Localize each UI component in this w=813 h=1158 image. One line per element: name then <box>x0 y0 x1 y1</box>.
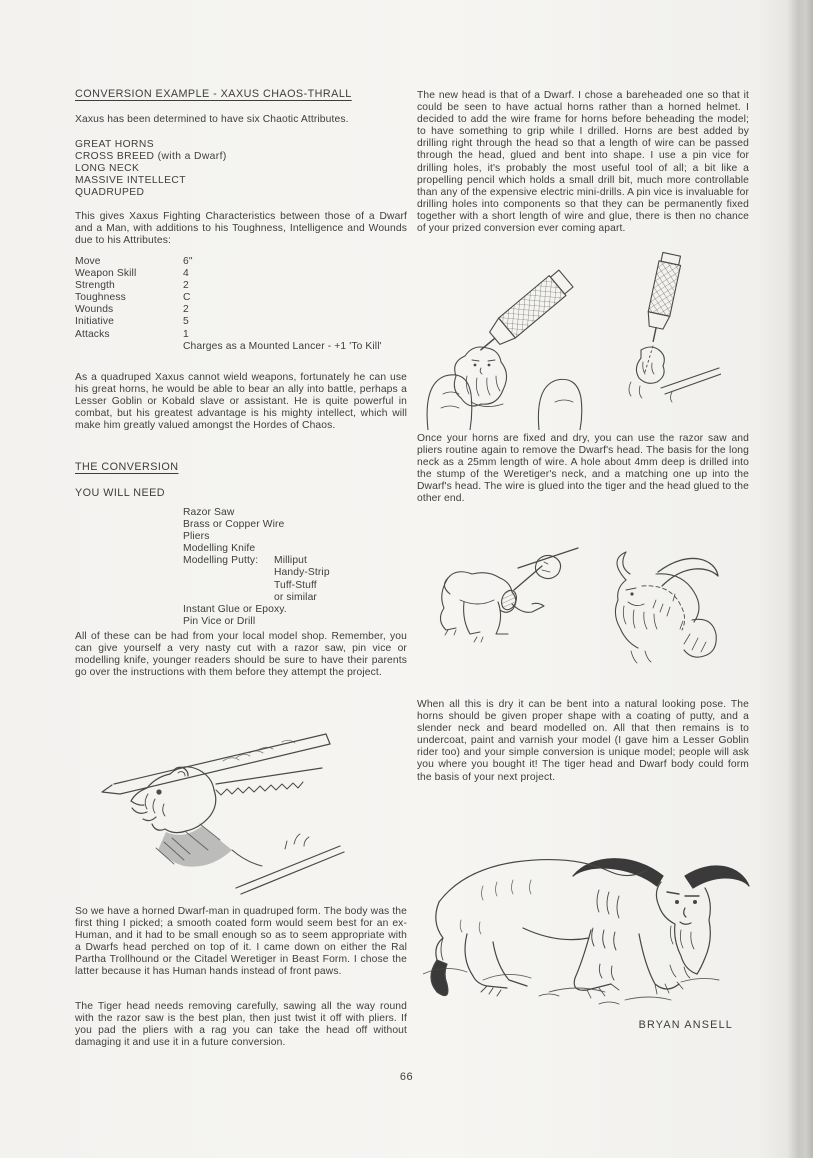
stat-value: 4 <box>183 268 189 280</box>
putty-row <box>183 555 443 567</box>
author-byline: BRYAN ANSELL <box>638 1019 733 1031</box>
attribute-item: QUADRUPED <box>75 187 145 199</box>
material-item: Modelling Knife <box>183 543 256 555</box>
article-title: CONVERSION EXAMPLE - XAXUS CHAOS-THRALL <box>75 88 352 100</box>
stat-value: 1 <box>183 328 189 340</box>
stat-value: 6" <box>183 256 193 267</box>
page-edge-shadow <box>787 0 813 1158</box>
stat-label: Initiative <box>75 316 114 328</box>
you-will-need-heading: YOU WILL NEED <box>75 487 166 499</box>
stat-value: 2 <box>183 304 189 316</box>
attribute-item: CROSS BREED (with a Dwarf) <box>75 151 227 163</box>
weretiger-head-sawing-illustration <box>86 722 404 906</box>
table-row <box>75 329 407 341</box>
stat-label: Weapon Skill <box>75 268 137 280</box>
model-shop-paragraph: All of these can be had from your local model shop. Remember, you can give yourself a very nasty cut with a razor saw, pin vice or modelling knife, younger readers should be sure to have their parents go over the instructions with them before they attempt the project. <box>75 631 407 679</box>
chaotic-attributes-list <box>75 139 227 199</box>
horns-fixed-paragraph: Once your horns are fixed and dry, you can use the razor saw and pliers routine again to remove the Dwarf's head. The basis for the long neck as a 25mm length of wire. A hole about 4mm deep is drilled into the stump of the Weretiger's neck, and a matching one up into the Dwarf's head. The wire is glued into the tiger and the head glued to the other end. <box>417 433 749 505</box>
table-row <box>75 256 407 268</box>
stat-label: Strength <box>75 280 115 292</box>
stat-label: Attacks <box>75 328 110 340</box>
pin-vice-drilling-illustration <box>423 244 721 430</box>
putty-label: Modelling Putty: <box>183 555 259 567</box>
material-item: Brass or Copper Wire <box>183 519 285 531</box>
table-row <box>75 280 407 292</box>
attribute-item: MASSIVE INTELLECT <box>75 175 186 187</box>
materials-list <box>183 507 443 628</box>
conversion-heading: THE CONVERSION <box>75 461 179 473</box>
finishing-paragraph: When all this is dry it can be bent into a natural looking pose. The horns should be given proper shape with a coating of putty, and a slender neck and beard modelled on. All that then remains is to undercoat, paint and varnish your model (I gave him a Lesser Goblin rider too) and your simple conversion is unique model; people will ask you where you bought it! The tiger head and Dwarf body could form the basis of your next project. <box>417 699 749 783</box>
attribute-item: LONG NECK <box>75 163 140 175</box>
stat-label: Wounds <box>75 304 114 316</box>
material-item: Pliers <box>183 531 210 543</box>
new-head-paragraph: The new head is that of a Dwarf. I chose a bareheaded one so that it could be seen to have actual horns rather than a horned helmet. I decided to add the wire frame for horns before beheading the model; to have something to grip while I drilled. Horns are best added by drilling right through the head so that a length of wire can be passed through the head, glued and bent into shape. I use a pin vice for drilling holes, it's probably the most useful tool of all; a bit like a propelling pencil which holds a small drill bit, much more controllable than any of the expensive electric mini-drills. A pin vice is invaluable for drilling holes into components so that they can be permanently fixed together with a short length of wire and glue, there is then no chance of your prized conversion ever coming apart. <box>417 90 749 235</box>
stat-label: Move <box>75 256 101 267</box>
table-row <box>75 304 407 316</box>
body-choice-paragraph: So we have a horned Dwarf-man in quadruped form. The body was the first thing I picked; a smooth coated form would seem best for an ex-Human, and it had to be small enough so as to seem appropriate with a Dwarfs head perched on top of it. I came down on either the Ral Partha Trollhound or the Citadel Weretiger in Beast Form. I chose the latter because it has Human hands instead of front paws. <box>75 906 407 978</box>
finished-conversion-illustration <box>423 826 755 1024</box>
stats-note: Charges as a Mounted Lancer - +1 'To Kill' <box>183 340 382 352</box>
putty-option: Milliput <box>274 555 308 567</box>
page-number: 66 <box>399 1071 414 1083</box>
characteristics-intro-paragraph: This gives Xaxus Fighting Characteristics between those of a Dwarf and a Man, with additions to his Toughness, Intelligence and Wounds due to his Attributes: <box>75 211 407 247</box>
stat-value: C <box>183 292 191 304</box>
stats-table <box>75 256 407 353</box>
quadruped-paragraph: As a quadruped Xaxus cannot wield weapons, fortunately he can use his great horns, he would be able to bear an ally into battle, perhaps a Lesser Goblin or Kobald slave or assistant. He is quite powerful in combat, but his greatest advantage is his mighty intellect, which will make him greatly valued amongst the Hordes of Chaos. <box>75 372 407 432</box>
putty-option: or similar <box>274 591 317 603</box>
attribute-item: GREAT HORNS <box>75 139 154 150</box>
material-item: Razor Saw <box>183 507 235 518</box>
stat-label: Toughness <box>75 292 126 304</box>
neck-wire-assembly-illustration <box>420 542 720 694</box>
putty-option: Handy-Strip <box>274 567 330 579</box>
stat-value: 2 <box>183 280 189 292</box>
table-row <box>75 268 407 280</box>
table-row <box>75 316 407 328</box>
intro-paragraph: Xaxus has been determined to have six Chaotic Attributes. <box>75 114 349 125</box>
tiger-head-paragraph: The Tiger head needs removing carefully, sawing all the way round with the razor saw is the best plan, then just twist it off with pliers. If you pad the pliers with a rag you can take the head off without damaging it and use it in a future conversion. <box>75 1001 407 1049</box>
material-item: Instant Glue or Epoxy. <box>183 603 287 615</box>
table-row <box>75 292 407 304</box>
putty-option: Tuff-Stuff <box>274 579 317 591</box>
material-item: Pin Vice or Drill <box>183 615 256 627</box>
stat-value: 5 <box>183 316 189 328</box>
